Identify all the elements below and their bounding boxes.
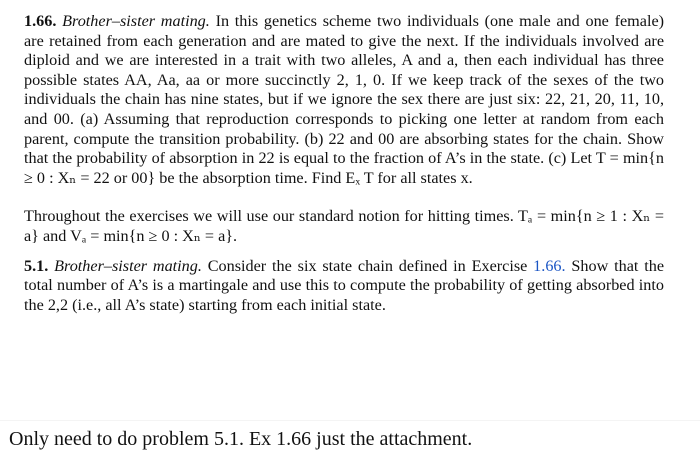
instruction-note: Only need to do problem 5.1. Ex 1.66 just the attachment. <box>9 428 473 450</box>
hitting-times-notation <box>24 207 664 246</box>
exercise-1-66-body: In this genetics scheme two individuals (one male and one female) are retained from each generation and are mated to give the next. If the individuals involved are diploid and we are interested in a trait with two alleles, A and a, then each individual has three possible states AA, Aa, aa or more succinctly 2, 1, 0. If we keep track of the sexes of the two individuals the chain has nine states, but if we ignore the sex there are just six: 22, 21, 20, 11, 10, and 00. (a) Assuming that reproduction corresponds to picking one letter at random from each parent, compute the transition probability. (b) 22 and 00 are absorbing states for the chain. Show that the probability of absorption in 22 is equal to the fraction of A’s in the state. (c) Let T = min{n ≥ 0 : Xₙ = 22 or 00} be the absorption time. Find Eₓ T for all states x. <box>24 12 665 187</box>
exercise-5-1-title: Brother–sister mating. <box>54 256 202 275</box>
divider <box>0 420 700 421</box>
exercise-1-66-number: 1.66. <box>24 12 57 30</box>
notation-text: Throughout the exercises we will use our standard notion for hitting times. Tₐ = min{n ≥ 1 : Xₙ = a} and Vₐ = min{n ≥ 0 : Xₙ = a}. <box>24 207 664 245</box>
exercise-1-66-title: Brother–sister mating. <box>62 12 210 30</box>
exercise-1-66-reference-link[interactable]: 1.66. <box>533 256 566 275</box>
attachment-image <box>24 12 664 315</box>
exercise-5-1-number: 5.1. <box>24 256 49 275</box>
exercise-1-66 <box>24 12 664 188</box>
exercise-5-1-body-start: Consider the six state chain defined in Exercise <box>207 256 528 275</box>
exercise-5-1 <box>24 257 664 316</box>
exercise-5-1-body-end: Show that the total number of A’s is a martingale and use this to compute the probability of getting absorbed into the 2,2 (i.e., all A’s state) starting from each initial state. <box>24 256 664 314</box>
